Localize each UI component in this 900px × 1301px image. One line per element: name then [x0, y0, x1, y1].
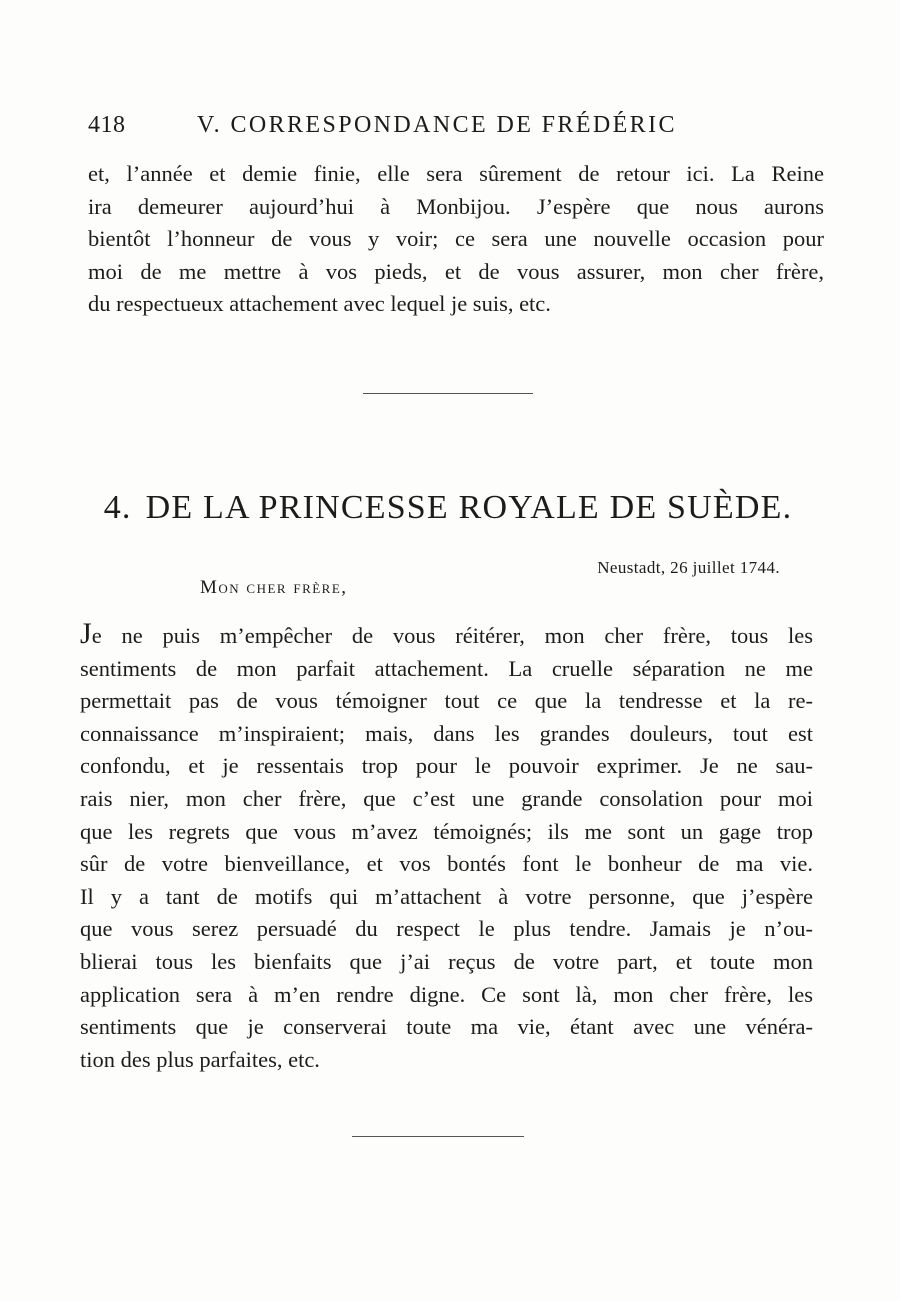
section-divider — [363, 393, 533, 394]
text-line: sûr de votre bienveillance, et vos bontés font le bonheur de ma vie. — [80, 851, 813, 877]
letter-salutation: Mon cher frère, — [200, 577, 348, 598]
text-line: ira demeurer aujourd’hui à Monbijou. J’espère que nous aurons — [88, 193, 824, 219]
text-line: connaissance m’inspiraient; mais, dans les grandes douleurs, tout est — [80, 720, 813, 746]
text-line: permettait pas de vous témoigner tout ce que la tendresse et la re- — [80, 688, 813, 714]
section-heading — [88, 489, 808, 527]
text-line: bientôt l’honneur de vous y voir; ce sera une nouvelle occasion pour — [88, 226, 824, 252]
previous-letter-text — [88, 158, 824, 321]
text-line: blierai tous les bienfaits que j’ai reçus de votre part, et toute mon — [80, 948, 813, 974]
letter-body — [80, 618, 813, 1076]
running-title: V. CORRESPONDANCE DE FRÉDÉRIC — [197, 112, 677, 138]
text-line: et, l’année et demie finie, elle sera sûrement de retour ici. La Reine — [88, 161, 824, 186]
end-divider — [352, 1136, 524, 1137]
text-line: sentiments de mon parfait attachement. La cruelle séparation ne me — [80, 655, 813, 681]
text-line: que vous serez persuadé du respect le plus tendre. Jamais je n’ou- — [80, 916, 813, 942]
letter-dateline: Neustadt, 26 juillet 1744. — [597, 558, 780, 577]
running-head — [88, 112, 728, 146]
section-number: 4. — [103, 489, 132, 526]
text-line: sentiments que je conserverai toute ma vie, étant avec une vénéra- — [80, 1014, 813, 1040]
text-line: Il y a tant de motifs qui m’attachent à votre personne, que j’espère — [80, 883, 813, 909]
text-line: que les regrets que vous m’avez témoignés; ils me sont un gage trop — [80, 818, 813, 844]
text-line: tion des plus parfaites, etc. — [80, 1046, 320, 1072]
text-line: moi de me mettre à vos pieds, et de vous assurer, mon cher frère, — [88, 258, 824, 284]
text-line: application sera à m’en rendre digne. Ce sont là, mon cher frère, les — [80, 981, 813, 1007]
text-line: confondu, et je ressentais trop pour le pouvoir exprimer. Je ne sau- — [80, 753, 813, 779]
text-line: rais nier, mon cher frère, que c’est une grande consolation pour moi — [80, 785, 813, 811]
text-line-content: e ne puis m’empêcher de vous réitérer, mon cher frère, tous les — [91, 623, 813, 648]
text-line: du respectueux attachement avec lequel je suis, etc. — [88, 291, 551, 317]
text-line — [80, 618, 813, 653]
page-number: 418 — [88, 112, 126, 138]
section-title: DE LA PRINCESSE ROYALE DE SUÈDE. — [145, 489, 793, 526]
drop-cap: J — [80, 617, 92, 650]
